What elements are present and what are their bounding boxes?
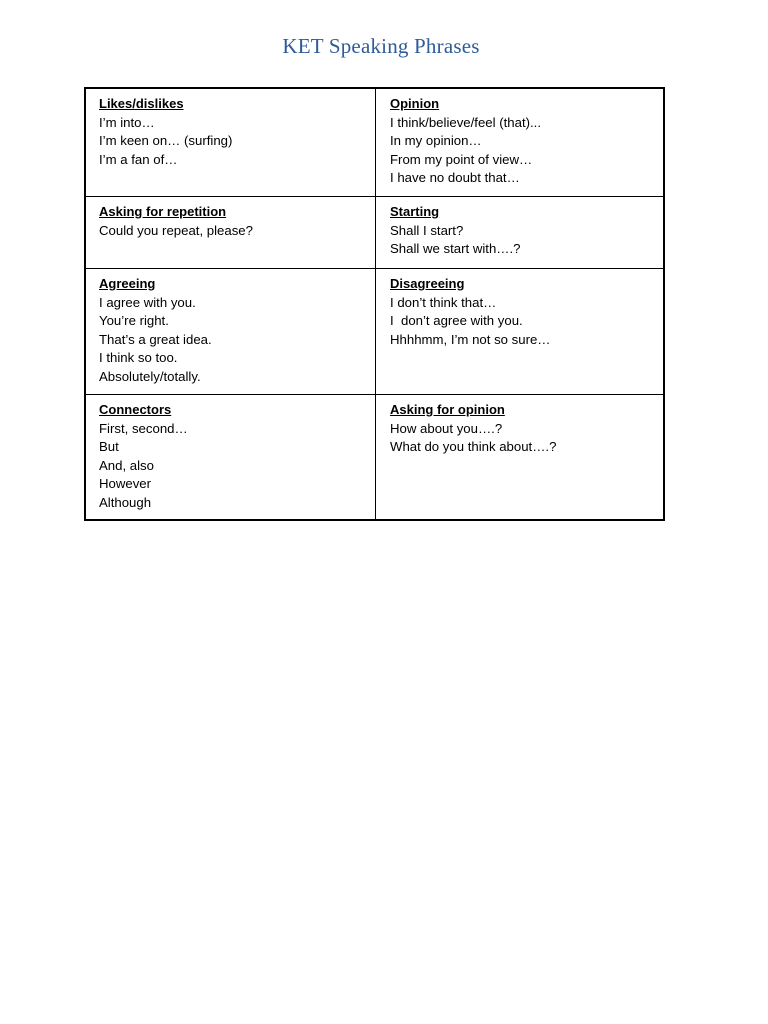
phrase-item: I think so too.: [99, 350, 178, 366]
section-heading: Connectors: [99, 402, 172, 417]
section-likes-dislikes: [86, 89, 376, 197]
section-heading: Starting: [390, 204, 440, 219]
phrase-item: In my opinion…: [390, 133, 482, 149]
phrase-list: [390, 114, 653, 188]
phrase-list: [390, 294, 653, 350]
phrase-item: However: [99, 476, 152, 492]
section-heading: Disagreeing: [390, 276, 465, 291]
phrase-list: [99, 222, 363, 241]
section-starting: [376, 197, 665, 269]
phrase-item: I’m keen on… (surfing): [99, 133, 233, 149]
phrase-item: Although: [99, 494, 152, 510]
section-heading: Opinion: [390, 96, 440, 111]
phrase-item: And, also: [99, 457, 154, 473]
phrase-item: I’m a fan of…: [99, 151, 178, 167]
phrase-item: But: [99, 439, 119, 455]
phrase-item: From my point of view…: [390, 151, 533, 167]
phrase-item: Shall we start with….?: [390, 241, 521, 257]
section-disagreeing: [376, 269, 665, 395]
section-heading: Asking for repetition: [99, 204, 227, 219]
phrase-list: [99, 294, 363, 387]
section-heading: Agreeing: [99, 276, 156, 291]
phrase-item: Shall I start?: [390, 222, 464, 238]
phrase-item: I think/believe/feel (that)...: [390, 114, 541, 130]
phrase-item: That’s a great idea.: [99, 331, 212, 347]
section-opinion: [376, 89, 665, 197]
phrase-item: Could you repeat, please?: [99, 222, 253, 238]
section-heading: Asking for opinion: [390, 402, 505, 417]
phrase-item: I’m into…: [99, 114, 155, 130]
section-asking-for-repetition: [86, 197, 376, 269]
phrase-item: I don’t agree with you.: [390, 313, 523, 329]
section-heading: Likes/dislikes: [99, 96, 184, 111]
phrase-list: [99, 420, 363, 513]
phrase-list: [390, 420, 653, 457]
section-agreeing: [86, 269, 376, 395]
phrases-table: [84, 87, 665, 521]
phrase-item: Absolutely/totally.: [99, 368, 201, 384]
phrase-item: First, second…: [99, 420, 188, 436]
phrase-item: I agree with you.: [99, 294, 196, 310]
phrase-item: Hhhhmm, I’m not so sure…: [390, 331, 551, 347]
phrase-item: I don’t think that…: [390, 294, 497, 310]
page-title: KET Speaking Phrases: [282, 34, 480, 58]
phrase-list: [99, 114, 363, 170]
phrase-list: [390, 222, 653, 259]
phrase-item: How about you….?: [390, 420, 503, 436]
phrase-item: What do you think about….?: [390, 439, 557, 455]
phrase-item: I have no doubt that…: [390, 170, 520, 186]
phrase-item: You’re right.: [99, 313, 169, 329]
section-asking-for-opinion: [376, 395, 665, 519]
section-connectors: [86, 395, 376, 519]
